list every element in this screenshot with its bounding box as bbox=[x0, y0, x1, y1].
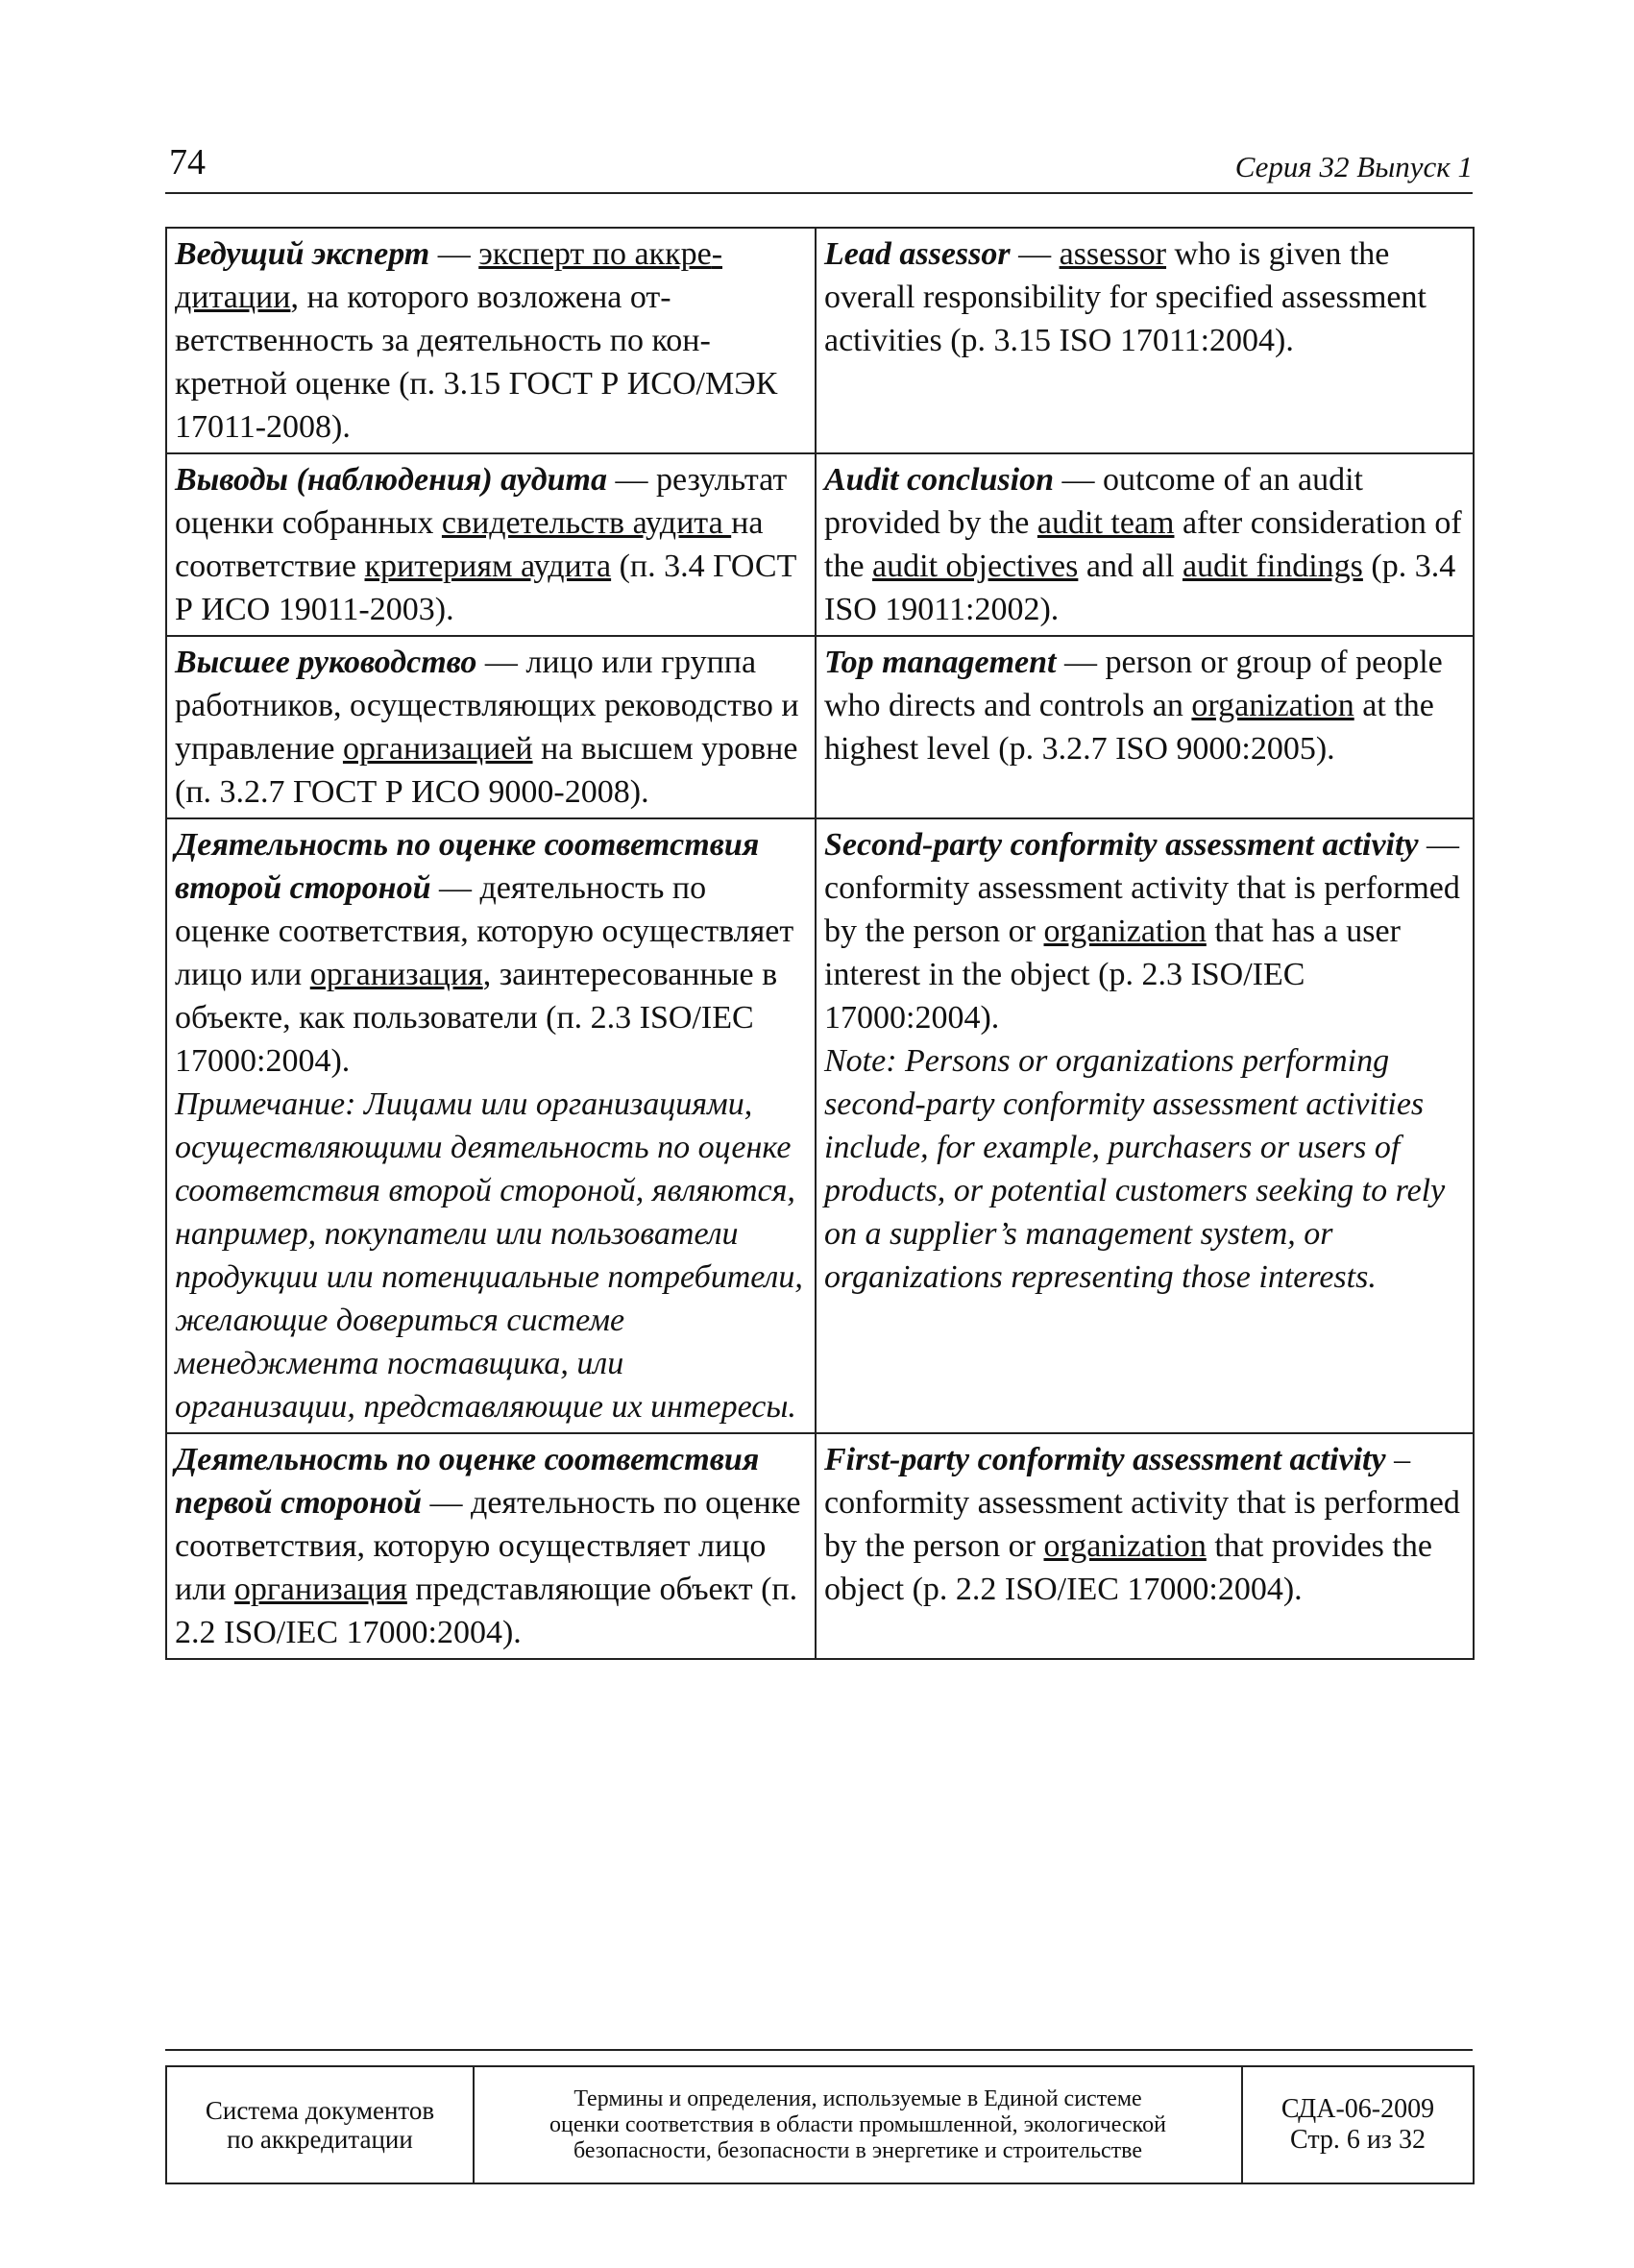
table-row bbox=[166, 453, 1474, 636]
term-title: First-party conformity assessment activity bbox=[824, 1442, 1386, 1477]
term-title: Second-party conformity assessment activity bbox=[824, 827, 1419, 863]
term-separator: — bbox=[476, 645, 526, 680]
term-text: who is given the overall responsibility for specified assessment activities (p. 3.15 ISO 17011:2004). bbox=[824, 236, 1427, 358]
page-number: 74 bbox=[169, 142, 206, 183]
footer-row bbox=[166, 2066, 1474, 2183]
term-reference: organization bbox=[1191, 688, 1354, 723]
term-text: представляющие объект (п. 2.2 ISO/IEC 17000:2004). bbox=[175, 1572, 798, 1650]
term-en-cell bbox=[816, 1433, 1474, 1659]
term-text: and all bbox=[1078, 549, 1183, 584]
term-note: Примечание: Лицами или организациями, осуществляющими деятельность по оценке соответствия второй стороной, являются, например, покупатели или пользователи продукции или потенциальные потребители, желающие довериться системе менеджмента поставщика, или организации, представляющие их интересы. bbox=[175, 1086, 803, 1425]
term-text: (p. 3.4 ISO 19011:2002). bbox=[824, 549, 1456, 627]
term-title: Деятельность по оценке соответствия второй стороной bbox=[175, 827, 760, 906]
footer-title-line: Термины и определения, используемые в Единой системе bbox=[573, 2085, 1142, 2111]
term-reference: организация bbox=[233, 1572, 407, 1607]
term-text: , заинтересованные в объекте, как пользователи (п. 2.3 ISO/IEC 17000:2004). bbox=[175, 957, 778, 1079]
term-text: лицо или группа работников, осуществляющих реководство и управление bbox=[175, 645, 799, 767]
term-en-cell bbox=[816, 818, 1474, 1433]
term-text: на высшем уровне (п. 3.2.7 ГОСТ Р ИСО 9000-2008). bbox=[175, 731, 798, 810]
footer-title-line: безопасности, безопасности в энергетике и строительстве bbox=[573, 2137, 1143, 2163]
footer-title-cell bbox=[474, 2066, 1242, 2183]
term-ru-cell bbox=[166, 636, 816, 818]
footer-doc-code: СДА-06-2009 bbox=[1280, 2094, 1435, 2124]
terms-table bbox=[165, 227, 1475, 1660]
term-note: Note: Persons or organizations performing second-party conformity assessment activities include, for example, purchasers or users of products, or potential customers seeking to rely on a supplier’s management system, or organizations representing those interests. bbox=[824, 1043, 1446, 1295]
term-text: after consideration of the bbox=[824, 505, 1462, 584]
footer-system-cell bbox=[166, 2066, 474, 2183]
term-text: at the highest level (p. 3.2.7 ISO 9000:2005). bbox=[824, 688, 1434, 767]
term-reference: критериям аудита bbox=[364, 549, 612, 584]
table-row bbox=[166, 818, 1474, 1433]
term-title: Высшее руководство bbox=[175, 645, 477, 680]
term-text: conformity assessment activity that is performed by the person or bbox=[824, 1485, 1460, 1564]
term-text: , на которого возложена ответственность за деятельность по конкретной оценке (п. 3.15 ГОСТ Р ИСО/МЭК 17011-2008). bbox=[175, 280, 778, 445]
term-text: conformity assessment activity that is performed by the person or bbox=[824, 870, 1460, 949]
term-text: (п. 3.4 ГОСТ Р ИСО 19011-2003). bbox=[175, 549, 797, 627]
term-reference: организацией bbox=[342, 731, 533, 767]
term-reference: audit team bbox=[1036, 505, 1175, 541]
term-ru-cell bbox=[166, 453, 816, 636]
footer-table bbox=[165, 2065, 1475, 2184]
term-separator: — bbox=[422, 1485, 472, 1521]
term-title: Lead assessor bbox=[824, 236, 1011, 272]
term-en-cell bbox=[816, 636, 1474, 818]
term-en-cell bbox=[816, 453, 1474, 636]
footer-system-line: Система документов bbox=[205, 2096, 435, 2125]
term-title: Top management bbox=[824, 645, 1057, 680]
table-row bbox=[166, 228, 1474, 453]
term-reference: assessor bbox=[1059, 236, 1167, 272]
term-separator: — bbox=[1418, 827, 1460, 863]
term-reference: audit objectives bbox=[872, 549, 1079, 584]
term-reference: эксперт по аккредитации bbox=[175, 236, 723, 315]
term-title: Выводы (наблюдения) аудита bbox=[175, 462, 607, 498]
term-text: person or group of people who directs and controls an bbox=[824, 645, 1443, 723]
term-reference: свидетельств аудита bbox=[441, 505, 732, 541]
term-reference: организация bbox=[309, 957, 483, 992]
footer-page-info: Стр. 6 из 32 bbox=[1290, 2125, 1426, 2155]
header-rule bbox=[165, 192, 1473, 194]
series-title: Серия 32 Выпуск 1 bbox=[1234, 150, 1473, 183]
term-reference: audit findings bbox=[1182, 549, 1363, 584]
table-row bbox=[166, 1433, 1474, 1659]
footer-doc-cell bbox=[1242, 2066, 1474, 2183]
term-separator: — bbox=[1010, 236, 1060, 272]
footer-system-line: по аккредитации bbox=[227, 2125, 413, 2154]
footer-title-line: оценки соответствия в области промышленной, экологической bbox=[549, 2111, 1166, 2137]
term-ru-cell bbox=[166, 818, 816, 1433]
term-reference: organization bbox=[1043, 1528, 1207, 1564]
term-separator: — bbox=[1054, 462, 1104, 498]
term-title: Деятельность по оценке соответствия первой стороной bbox=[175, 1442, 760, 1521]
term-text: that provides the object (p. 2.2 ISO/IEC 17000:2004). bbox=[824, 1528, 1432, 1607]
term-separator: – bbox=[1385, 1442, 1411, 1477]
term-ru-cell bbox=[166, 1433, 816, 1659]
term-text: outcome of an audit provided by the bbox=[824, 462, 1363, 541]
term-separator: — bbox=[430, 870, 480, 906]
table-row bbox=[166, 636, 1474, 818]
term-text: деятельность по оценке соответствия, которую осуществляет лицо или bbox=[175, 870, 794, 992]
term-title: Ведущий эксперт bbox=[175, 236, 430, 272]
term-ru-cell bbox=[166, 228, 816, 453]
term-text: that has a user interest in the object (p. 2.3 ISO/IEC 17000:2004). bbox=[824, 914, 1401, 1036]
footer-rule bbox=[165, 2049, 1473, 2051]
term-separator: — bbox=[606, 462, 656, 498]
term-text: результат оценки собранных bbox=[175, 462, 788, 541]
term-text: деятельность по оценке соответствия, которую осуществляет лицо или bbox=[175, 1485, 801, 1607]
term-en-cell bbox=[816, 228, 1474, 453]
term-reference: organization bbox=[1043, 914, 1207, 949]
term-title: Audit conclusion bbox=[824, 462, 1055, 498]
term-separator: — bbox=[1056, 645, 1106, 680]
term-separator: — bbox=[429, 236, 479, 272]
term-text: на соответствие bbox=[175, 505, 764, 584]
